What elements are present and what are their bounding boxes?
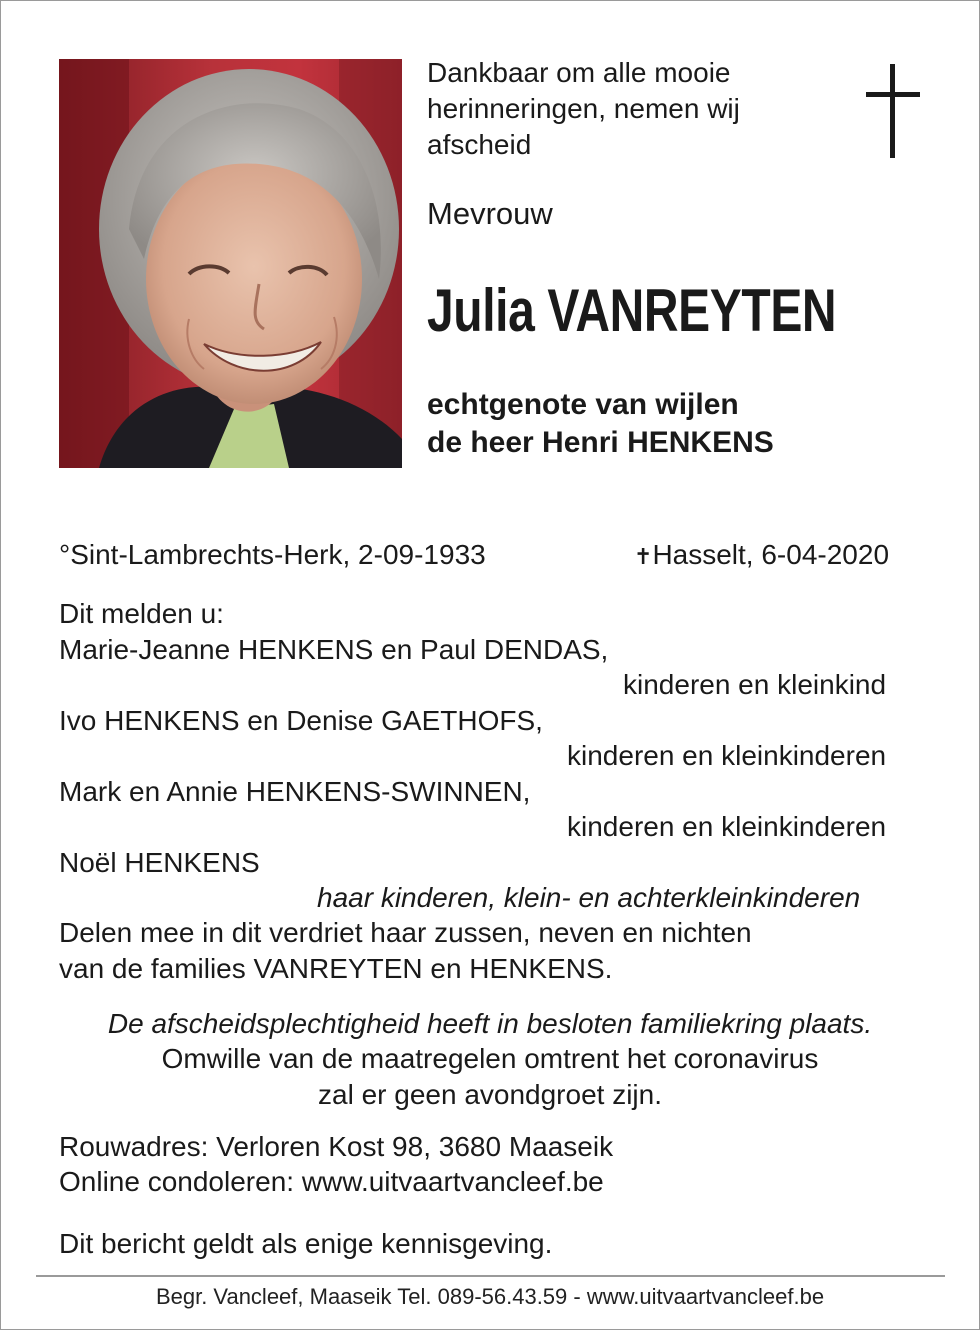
funeral-home-footer: Begr. Vancleef, Maaseik Tel. 089-56.43.59 - www.uitvaartvancleef.be: [155, 1284, 825, 1309]
ceremony-line-2: Omwille van de maatregelen omtrent het coronavirus: [161, 1043, 819, 1074]
spouse-line-2: de heer Henri HENKENS: [427, 426, 774, 459]
death-cross-icon: ✝: [634, 544, 653, 569]
salutation: Mevrouw: [427, 196, 553, 231]
online-condolence: Online condoleren: www.uitvaartvancleef.be: [59, 1166, 604, 1197]
family-note-3: kinderen en kleinkinderen: [567, 811, 887, 842]
intro-text: [427, 55, 740, 163]
notice-text: Dit bericht geldt als enige kennisgeving.: [59, 1228, 553, 1259]
family-line-4: Noël HENKENS: [59, 847, 260, 878]
death-place-date: Hasselt, 6-04-2020: [652, 539, 890, 570]
family-note-1: kinderen en kleinkind: [623, 669, 887, 700]
intro-line-1: Dankbaar om alle mooie: [427, 57, 731, 88]
cross-icon-bar: [866, 92, 920, 97]
family-note-2: kinderen en kleinkinderen: [567, 740, 887, 771]
cross-icon: [890, 64, 895, 158]
intro-line-2: herinneringen, nemen wij: [427, 93, 740, 124]
family-line-1: Marie-Jeanne HENKENS en Paul DENDAS,: [59, 634, 609, 665]
intro-line-3: afscheid: [427, 129, 532, 160]
family-line-3: Mark en Annie HENKENS-SWINNEN,: [59, 776, 531, 807]
ceremony-line-1: De afscheidsplechtigheid heeft in besloten familiekring plaats.: [107, 1008, 873, 1039]
birth-date: °Sint-Lambrechts-Herk, 2-09-1933: [59, 539, 486, 570]
extended-family-line-2: van de families VANREYTEN en HENKENS.: [59, 953, 613, 984]
grandchildren-line: haar kinderen, klein- en achterkleinkinderen: [317, 882, 861, 913]
spouse-line-1: echtgenote van wijlen: [427, 388, 739, 421]
portrait-illustration: [59, 59, 402, 468]
deceased-name: Julia VANREYTEN: [427, 277, 837, 344]
footer-divider: [36, 1275, 945, 1277]
spouse-text: [427, 386, 774, 462]
announcers-intro: Dit melden u:: [59, 598, 224, 629]
extended-family-line-1: Delen mee in dit verdriet haar zussen, neven en nichten: [59, 917, 752, 948]
death-date: [634, 539, 889, 571]
condolence-address: Rouwadres: Verloren Kost 98, 3680 Maaseik: [59, 1131, 614, 1162]
ceremony-line-3: zal er geen avondgroet zijn.: [318, 1079, 662, 1110]
family-line-2: Ivo HENKENS en Denise GAETHOFS,: [59, 705, 543, 736]
portrait-photo: [59, 59, 402, 468]
